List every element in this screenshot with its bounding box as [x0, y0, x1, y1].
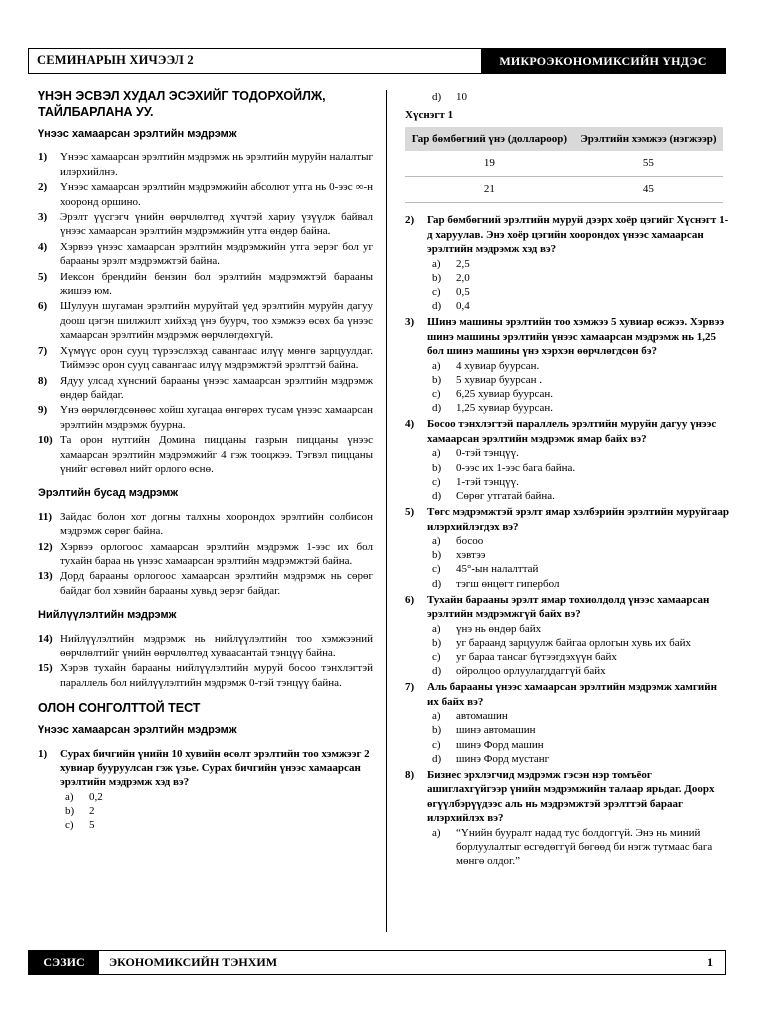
table-title: Хүснэгт 1 — [405, 109, 454, 122]
item-text: Хэрвээ үнээс хамаарсан эрэлтийн мэдрэмжийн утга эерэг бол уг барааны эрэлт мэдрэмжтэй байна. — [60, 240, 373, 268]
option-text: шинэ Форд мустанг — [456, 752, 550, 765]
option-text: 2,0 — [456, 271, 470, 284]
question-7 — [405, 680, 730, 766]
question-row — [405, 505, 730, 534]
option-text: босоо — [456, 534, 484, 547]
table-cell: 19 — [405, 151, 574, 177]
option-text: 0-тэй тэнцүү. — [456, 447, 519, 460]
option-text: 0,4 — [456, 300, 470, 313]
item-number: 9) — [38, 404, 48, 417]
list-item — [38, 374, 373, 403]
table-row — [405, 151, 723, 177]
department-label: ЭКОНОМИКСИЙН ТЭНХИМ — [109, 955, 278, 969]
option-text: 2,5 — [456, 257, 470, 270]
question-text: Сурах бичгийн үнийн 10 хувийн өсөлт эрэлтийн тоо хэмжээг 2 хувиар бууруулсан гэж үзье. Сурах бичгийн үнээс хамаарсан эрэлтийн мэдрэмж хэд вэ? — [60, 747, 370, 789]
question-options — [432, 446, 730, 503]
option — [432, 534, 730, 548]
item-text: Хэрвээ орлогоос хамаарсан эрэлтийн мэдрэмж 1-ээс их бол тухайн бараа нь үнээс хамаарсан эрэлтийн мэдрэмжтэй байна. — [60, 540, 373, 567]
item-text: Эрэлт үүсгэгч үнийн өөрчлөлтөд хүчтэй хариу үзүүлж байвал үнээс хамаарсан эрэлтийн мэдрэмжийн утга өндөр байна. — [60, 211, 373, 238]
option — [432, 271, 730, 285]
data-table — [405, 127, 723, 204]
option-letter: c) — [65, 819, 74, 832]
question-6 — [405, 593, 730, 679]
seminar-label: СЕМИНАРЫН ХИЧЭЭЛ 2 — [37, 53, 194, 67]
item-number: 3) — [38, 211, 48, 224]
sec2-heading: Эрэлтийн бусад мэдрэмж — [38, 487, 179, 500]
table-cell: 55 — [574, 151, 723, 177]
option-text: шинэ автомашин — [456, 724, 536, 737]
option-letter: c) — [432, 286, 441, 299]
option-text: 0,2 — [89, 790, 103, 803]
item-number: 1) — [38, 151, 48, 164]
option — [432, 489, 730, 503]
mc-title: ОЛОН СОНГОЛТТОЙ ТЕСТ — [38, 701, 201, 716]
option-text: тэгш өнцөгт гипербол — [456, 577, 560, 590]
option-text: хэвтээ — [456, 549, 486, 562]
question-options — [432, 622, 730, 679]
option-text: 5 — [89, 819, 95, 832]
right-column — [405, 90, 730, 870]
university-label: СЭЗИС — [29, 951, 99, 974]
question-text: Босоо тэнхлэгтэй параллель эрэлтийн муруйн дагуу үнээс хамаарсан эрэлтийн мэдрэмж ямар байх вэ? — [427, 418, 717, 445]
item-text: Зайдас болон хот догны талхны хоорондох эрэлтийн солбисон мэдрэмж сөрөг байна. — [60, 510, 373, 538]
table-row — [405, 177, 723, 203]
option — [432, 826, 730, 869]
option-text: 4 хувиар буурсан. — [456, 359, 540, 372]
option-letter: b) — [432, 461, 442, 474]
option — [432, 723, 730, 737]
option-text: “Үнийн бууралт надад тус болдоггүй. Энэ нь миний борлуулалтыг өсгөдөггүй бөгөөд би нэгж тутмаас бага мөнгө олдог.” — [456, 826, 713, 868]
option — [432, 664, 730, 678]
column-divider — [386, 90, 387, 932]
item-number: 5) — [38, 270, 48, 283]
option — [432, 446, 730, 460]
item-number: 11) — [38, 510, 53, 523]
option — [65, 818, 373, 832]
option — [65, 804, 373, 818]
question-1-options — [65, 790, 373, 833]
item-text: Үнэ өөрчлөгдсөнөөс хойш хугацаа өнгөрөх тусам үнээс хамаарсан эрэлтийн мэдрэмж буурна. — [60, 404, 373, 431]
list-item — [38, 632, 373, 661]
item-number: 8) — [38, 374, 48, 387]
option-letter: b) — [65, 805, 75, 818]
item-number: 10) — [38, 434, 53, 447]
item-number: 4) — [38, 240, 48, 253]
option — [432, 257, 730, 271]
option-letter: b) — [432, 724, 442, 737]
item-number: 12) — [38, 540, 53, 553]
question-2 — [405, 213, 730, 313]
option-letter: d) — [432, 91, 442, 103]
question-8 — [405, 768, 730, 868]
option — [432, 373, 730, 387]
option-text: 1-тэй тэнцүү. — [456, 475, 519, 488]
left-column — [38, 88, 373, 834]
option — [432, 622, 730, 636]
option-letter: a) — [432, 447, 441, 460]
option-letter: d) — [432, 489, 442, 502]
question-number: 1) — [38, 747, 48, 760]
option-letter: b) — [432, 636, 442, 649]
list-item — [38, 569, 373, 598]
option — [432, 738, 730, 752]
page-number: 1 — [707, 955, 713, 969]
item-text: Дорд барааны орлогоос хамаарсан эрэлтийн мэдрэмж нь сөрөг байдаг бол хэвийн барааны хувьд эерэг байдаг. — [60, 570, 373, 597]
list-item — [38, 510, 373, 539]
option-text: Сөрөг утгатай байна. — [456, 489, 555, 502]
item-text: Та орон нутгийн Домина пиццаны газрын пиццаны үнээс хамаарсан эрэлтийн мэдрэмжийг 4 гэж тооцжээ. Тэгвэл пиццаны үнийг өсгөвөл нийт орлого өснө. — [60, 434, 373, 475]
option-letter: a) — [65, 790, 74, 803]
question-1 — [38, 747, 373, 833]
option-text: автомашин — [456, 710, 508, 723]
course-title: МИКРОЭКОНОМИКСИЙН ҮНДЭС — [481, 49, 725, 73]
option — [432, 387, 730, 401]
option-letter: d) — [432, 665, 442, 678]
option-letter: d) — [432, 752, 442, 765]
option — [432, 299, 730, 313]
item-text: Иексон брендийн бензин бол эрэлтийн мэдрэмжтэй барааны жишээ юм. — [60, 270, 373, 298]
question-row — [405, 213, 730, 256]
list-item — [38, 661, 373, 690]
question-options — [432, 534, 730, 591]
page-header — [28, 48, 726, 74]
question-row — [405, 417, 730, 446]
option-letter: c) — [432, 475, 441, 488]
option — [432, 548, 730, 562]
option-text: 10 — [456, 91, 467, 103]
option-letter: a) — [432, 710, 441, 723]
option-letter: c) — [432, 650, 441, 663]
option-letter: b) — [432, 373, 442, 386]
option-text: уг бараанд зарцуулж байгаа орлогын хувь их байх — [456, 636, 692, 649]
list-item — [38, 403, 373, 432]
question-options — [432, 257, 730, 314]
section-title: ҮНЭН ЭСВЭЛ ХУДАЛ ЭСЭХИЙГ ТОДОРХОЙЛЖ, ТАЙЛБАРЛАНА УУ. — [38, 89, 326, 119]
item-number: 6) — [38, 300, 48, 313]
question-text: Тухайн барааны эрэлт ямар тохиолдолд үнээс хамаарсан эрэлтийн мэдрэмжгүй байх вэ? — [427, 593, 710, 621]
sec1-list — [38, 150, 373, 476]
option — [432, 636, 730, 650]
list-item — [38, 270, 373, 299]
table-header-row — [405, 127, 723, 151]
option — [432, 577, 730, 591]
sec1-heading: Үнээс хамаарсан эрэлтийн мэдрэмж — [38, 128, 237, 140]
question-number: 8) — [405, 768, 415, 781]
question-text: Төгс мэдрэмжтэй эрэлт ямар хэлбэрийн эрэлтийн муруйгаар илэрхийлэгдэх вэ? — [427, 506, 729, 533]
list-item — [38, 344, 373, 373]
option — [432, 359, 730, 373]
option-letter: b) — [432, 549, 442, 562]
question-number: 2) — [405, 214, 415, 227]
question-text: Аль барааны үнээс хамаарсан эрэлтийн мэдрэмж хамгийн их байх вэ? — [427, 681, 717, 708]
option-letter: c) — [432, 563, 441, 576]
question-row — [405, 768, 730, 826]
sec3-heading: Нийлүүлэлтийн мэдрэмж — [38, 609, 177, 622]
item-text: Үнээс хамаарсан эрэлтийн мэдрэмжийн абсолют утга нь 0-ээс ∞-н хооронд оршино. — [60, 181, 373, 208]
sec3-list — [38, 632, 373, 691]
option-text: шинэ Форд машин — [456, 738, 544, 751]
item-number: 15) — [38, 662, 53, 675]
item-number: 2) — [38, 181, 48, 194]
question-text: Бизнес эрхлэгчид мэдрэмж гэсэн нэр томъёог ашиглахгүйгээр үнийн мэдрэмжийн талаар ярьдаг. Доорх өгүүлбэрүүдээс аль нь мэдрэмжтэй эрэлттэй барааг илэрхийлэх вэ? — [427, 768, 715, 825]
option-letter: c) — [432, 388, 441, 401]
question-number: 6) — [405, 593, 415, 606]
option — [432, 752, 730, 766]
option-text: ойролцоо орлуулагддаггүй байх — [456, 665, 606, 678]
option-letter: d) — [432, 577, 442, 590]
table-cell: 21 — [405, 177, 574, 203]
option — [432, 562, 730, 576]
option-letter: d) — [432, 402, 442, 415]
option-letter: a) — [432, 257, 441, 270]
question-row — [405, 680, 730, 709]
option-text: 0,5 — [456, 286, 470, 299]
item-text: Шулуун шугаман эрэлтийн муруйтай үед эрэлтийн муруйн дагуу доош цэгэн шилжилт хийхэд үнэ буурч, тоо хэмжээ өсөх ба үнээс хамаарсан эрэлтийн мэдрэмж өөрчлөгдөхгүй. — [60, 300, 373, 342]
option-letter: d) — [432, 300, 442, 313]
mc-heading: Үнээс хамаарсан эрэлтийн мэдрэмж — [38, 724, 237, 737]
option — [432, 475, 730, 489]
option — [432, 285, 730, 299]
list-item — [38, 180, 373, 209]
item-number: 14) — [38, 632, 53, 645]
option-letter: a) — [432, 359, 441, 372]
question-options — [432, 826, 730, 869]
list-item — [38, 540, 373, 569]
option — [432, 461, 730, 475]
option-text: уг бараа тансаг бүтээгдэхүүн байх — [456, 650, 617, 663]
option-text: үнэ нь өндөр байх — [456, 622, 542, 635]
question-number: 5) — [405, 506, 415, 519]
question-number: 4) — [405, 418, 415, 431]
item-number: 7) — [38, 344, 48, 357]
question-text: Гар бөмбөгний эрэлтийн муруй дээрх хоёр цэгийг Хүснэгт 1-д харуулав. Энэ хоёр цэгийн хоорондох үнээс хамаарсан эрэлтийн мэдрэмж хэд вэ? — [427, 214, 729, 256]
option-text: 1,25 хувиар буурсан. — [456, 402, 554, 415]
question-text: Шинэ машины эрэлтийн тоо хэмжээ 5 хувиар өсжээ. Хэрвээ шинэ машины эрэлтийн үнээс хамаарсан мэдрэмж нь 1,25 бол шинэ машины үнэ хэрхэн өөрчлөгдсөн бэ? — [427, 316, 725, 358]
question-3 — [405, 315, 730, 415]
item-text: Үнээс хамаарсан эрэлтийн мэдрэмж нь эрэлтийн муруйн налалтыг илэрхийлнэ. — [60, 151, 373, 178]
question-4 — [405, 417, 730, 503]
question-number: 7) — [405, 681, 415, 694]
option — [432, 650, 730, 664]
option-text: 0-ээс их 1-ээс бага байна. — [456, 461, 576, 474]
list-item — [38, 299, 373, 342]
option-text: 2 — [89, 805, 95, 818]
option — [432, 401, 730, 415]
table-cell: 45 — [574, 177, 723, 203]
list-item — [38, 150, 373, 179]
item-number: 13) — [38, 570, 53, 583]
question-1-continued — [432, 90, 730, 104]
question-options — [432, 709, 730, 766]
option-letter: c) — [432, 738, 441, 751]
page-footer — [28, 950, 726, 975]
item-text: Хэрэв тухайн барааны нийлүүлэлтийн муруй босоо тэнхлэгтэй параллель бол нийлүүлэлтийн мэдрэмж 0-тэй тэнцүү байна. — [60, 662, 373, 689]
option-text: 6,25 хувиар буурсан. — [456, 388, 554, 401]
right-questions — [405, 213, 730, 868]
list-item — [38, 210, 373, 239]
option — [432, 709, 730, 723]
option — [65, 790, 373, 804]
question-options — [432, 359, 730, 416]
option — [432, 90, 730, 104]
question-5 — [405, 505, 730, 591]
list-item — [38, 433, 373, 476]
item-text: Нийлүүлэлтийн мэдрэмж нь нийлүүлэлтийн тоо хэмжээний өөрчлөлтийг үнийн өөрчлөлтөд хуваасантай тэнцүү байна. — [60, 632, 373, 659]
option-letter: a) — [432, 534, 441, 547]
option-letter: a) — [432, 826, 441, 839]
option-text: 45°-ын налалттай — [456, 563, 539, 576]
option-text: 5 хувиар буурсан . — [456, 373, 543, 386]
question-row — [405, 315, 730, 358]
list-item — [38, 240, 373, 269]
question-number: 3) — [405, 316, 415, 329]
sec2-list — [38, 510, 373, 598]
question-row — [405, 593, 730, 622]
item-text: Ядуу улсад хүнсний барааны үнээс хамаарсан эрэлтийн мэдрэмж өндөр байдаг. — [60, 374, 373, 401]
table-header-price: Гар бөмбөгний үнэ (доллароор) — [405, 127, 574, 151]
item-text: Хүмүүс орон сууц түрээслэхэд савангаас илүү мөнгө зарцуулдаг. Тиймээс орон сууц савангаас илүү мэдрэмжтэй эрэлттэй байна. — [60, 344, 373, 372]
table-header-quantity: Эрэлтийн хэмжээ (нэгжээр) — [574, 127, 723, 151]
option-letter: a) — [432, 622, 441, 635]
option-letter: b) — [432, 271, 442, 284]
